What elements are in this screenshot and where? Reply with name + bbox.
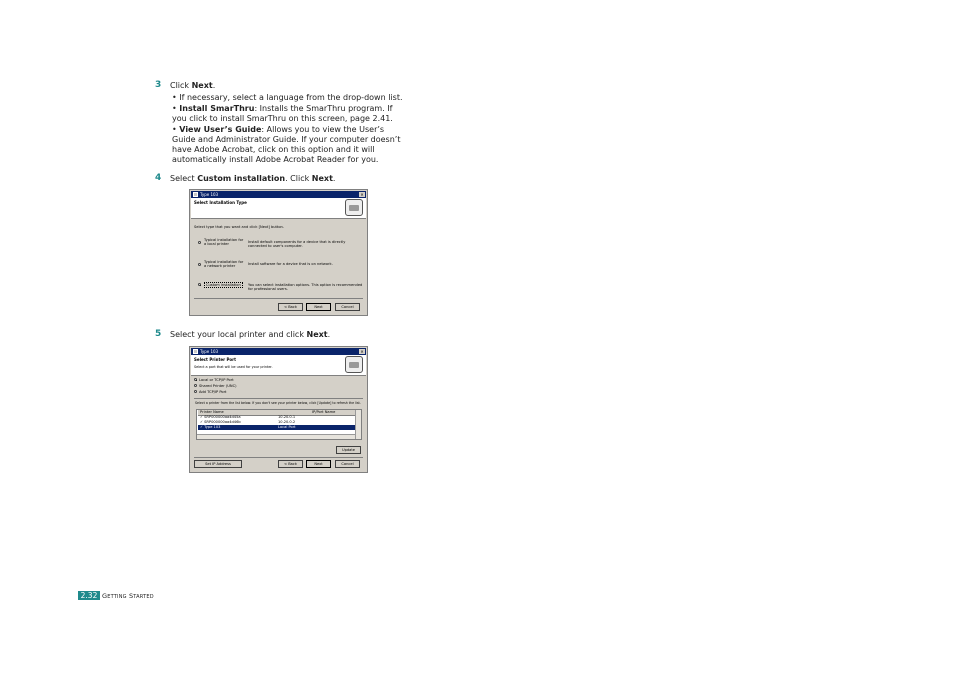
step-text: Select your local printer and click Next. (170, 330, 331, 339)
page-number: 2.32 (78, 591, 100, 600)
printer-port: 10.20.0.2 (278, 420, 296, 424)
section-title: Getting Started (102, 592, 154, 600)
printer-name: ✓ SRP000000aa4d45a (200, 415, 241, 419)
option-desc: Install software for a device that is on network. (248, 262, 333, 266)
dialog-titlebar[interactable] (191, 348, 366, 355)
printer-port: Local Port (278, 425, 296, 429)
port-option: Local or TCP/IP Port (199, 378, 234, 382)
printer-port: 10.20.0.1 (278, 415, 296, 419)
printer-name: ✓ SRP000000aa4d46b (200, 420, 241, 424)
option-label: Custom installation (206, 283, 241, 287)
column-printer-name[interactable]: Printer Name (200, 410, 224, 414)
installation-type-dialog (189, 189, 368, 316)
bullet-install-smarthru: • Install SmarThru: Installs the SmarThru program. If you click to install SmarThru on this screen, page 2.41. (172, 104, 393, 123)
scrollbar-vertical[interactable] (355, 410, 361, 439)
dialog-title: Type 103 (200, 349, 219, 354)
dialog-subheading: Select a port that will be used for your printer. (194, 365, 273, 369)
option-label: Typical installation for a network printer (204, 260, 244, 269)
next-button[interactable]: Next (306, 303, 331, 311)
table-row[interactable] (198, 420, 355, 425)
divider (194, 457, 363, 458)
next-button[interactable]: Next (306, 460, 331, 468)
step-number: 3 (155, 80, 162, 90)
radio-custom-installation[interactable] (198, 283, 201, 286)
dialog-heading: Select Printer Port (194, 357, 237, 362)
bullet-language: • If necessary, select a language from the drop-down list. (172, 93, 403, 102)
divider (194, 298, 363, 299)
dialog-header (191, 198, 366, 219)
table-row[interactable] (198, 415, 355, 420)
close-icon[interactable]: ✕ (360, 192, 364, 197)
step-number: 5 (155, 329, 162, 339)
radio-local-tcpip[interactable] (194, 378, 197, 381)
radio-typical-local[interactable] (198, 241, 201, 244)
set-ip-address-button[interactable]: Set IP Address (194, 460, 242, 468)
app-icon (193, 192, 198, 197)
scrollbar-horizontal[interactable] (197, 434, 355, 439)
close-icon[interactable]: ✕ (360, 349, 364, 354)
printer-setup-icon (345, 199, 363, 216)
update-button[interactable]: Update (336, 446, 361, 454)
radio-shared-unc[interactable] (194, 384, 197, 387)
printer-port-dialog (189, 346, 368, 473)
step-number: 4 (155, 173, 162, 183)
step-text: Click Next. (170, 81, 216, 90)
radio-typical-network[interactable] (198, 263, 201, 266)
cancel-button[interactable]: Cancel (335, 460, 360, 468)
divider (194, 398, 363, 399)
step-text: Select Custom installation. Click Next. (170, 174, 336, 183)
option-label: Typical installation for a local printer (204, 238, 244, 247)
option-desc: You can select installation options. This option is recommended for professional users. (248, 283, 363, 292)
dialog-prompt: Select type that you want and click [Next] button. (194, 225, 284, 229)
bullet-view-users-guide: • View User’s Guide: Allows you to view the User’s Guide and Administrator Guide. If your computer doesn’t have Adobe Acrobat, click on this option and it will automatically install Adobe Acrobat Reader for you. (172, 125, 401, 164)
option-desc: Install default components for a device that is directly connected to user's computer. (248, 240, 346, 249)
back-button[interactable]: < Back (278, 460, 303, 468)
column-ip-port-name[interactable]: IP/Port Name (312, 410, 336, 414)
dialog-heading: Select Installation Type (194, 200, 247, 205)
printer-name: ✓ Type 103 (200, 425, 221, 429)
app-icon (193, 349, 198, 354)
dialog-titlebar[interactable] (191, 191, 366, 198)
dialog-header (191, 355, 366, 376)
printer-list[interactable] (196, 409, 362, 440)
port-option: Add TCP/IP Port (199, 390, 227, 394)
dialog-title: Type 103 (200, 192, 219, 197)
list-instruction: Select a printer from the list below. If you don't see your printer below, click [Update] to refresh the list. (195, 401, 361, 405)
radio-add-tcpip[interactable] (194, 390, 197, 393)
table-row-selected[interactable] (198, 425, 355, 430)
cancel-button[interactable]: Cancel (335, 303, 360, 311)
printer-setup-icon (345, 356, 363, 373)
back-button[interactable]: < Back (278, 303, 303, 311)
port-option: Shared Printer (UNC) (199, 384, 237, 388)
